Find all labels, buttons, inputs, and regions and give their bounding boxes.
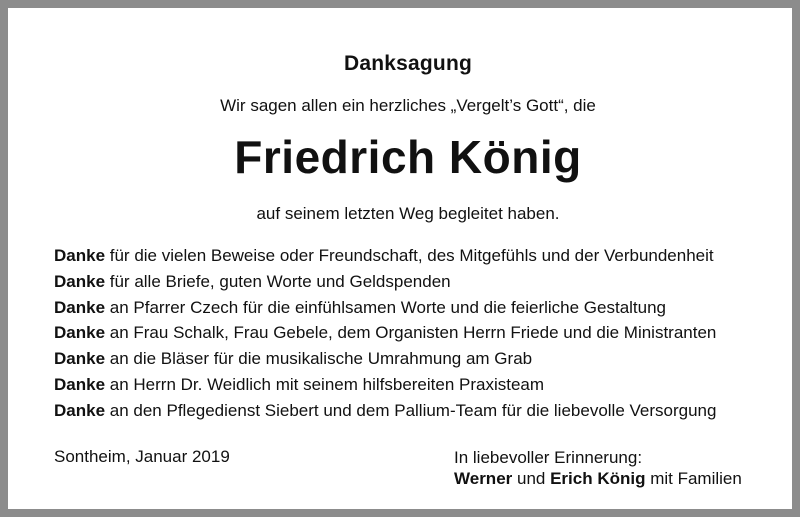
notice-heading: Danksagung — [343, 52, 473, 75]
memory-label: In liebevoller Erinnerung: — [454, 448, 643, 467]
deceased-name: Friedrich König — [234, 131, 582, 183]
place-date: Sontheim, Januar 2019 — [54, 447, 230, 466]
thanks-keyword: Danke — [54, 374, 106, 394]
signer-suffix: mit Familien — [645, 469, 742, 488]
signer-name: Werner — [454, 469, 513, 488]
thanks-text: für alle Briefe, guten Worte und Geldspenden — [105, 271, 451, 291]
thanks-text: für die vielen Beweise oder Freundschaft, des Mitgefühls und der Verbundenheit — [105, 246, 714, 265]
thanks-item — [54, 346, 774, 372]
signer-name: Erich König — [550, 469, 646, 488]
outro-line: auf seinem letzten Weg begleitet haben. — [256, 204, 560, 223]
thanks-text: an die Bläser für die musikalische Umrahmung am Grab — [105, 349, 533, 369]
signers-line — [454, 468, 742, 489]
thanks-keyword: Danke — [54, 271, 106, 291]
thanks-item — [54, 269, 774, 295]
thanks-keyword: Danke — [54, 297, 106, 317]
thanks-list — [54, 243, 774, 424]
thanks-keyword: Danke — [54, 349, 106, 369]
thanks-text: an Frau Schalk, Frau Gebele, dem Organisten Herrn Friede und die Ministranten — [105, 323, 717, 343]
intro-line: Wir sagen allen ein herzliches „Vergelt’s Gott“, die — [220, 96, 596, 115]
thanks-text: an Herrn Dr. Weidlich mit seinem hilfsbereiten Praxisteam — [105, 374, 545, 394]
thanks-keyword: Danke — [54, 323, 106, 343]
thanks-text: an Pfarrer Czech für die einfühlsamen Worte und die feierliche Gestaltung — [105, 297, 667, 317]
signer-connector: und — [512, 469, 551, 488]
thanks-item — [54, 243, 774, 269]
thanks-text: an den Pflegedienst Siebert und dem Pallium-Team für die liebevolle Versorgung — [105, 400, 717, 420]
thanks-keyword: Danke — [54, 246, 106, 265]
thanks-item — [54, 320, 774, 346]
thanks-item — [54, 398, 774, 424]
thanks-keyword: Danke — [54, 400, 106, 420]
thanks-item — [54, 372, 774, 398]
thanks-item — [54, 295, 774, 321]
signature-block — [454, 447, 742, 489]
